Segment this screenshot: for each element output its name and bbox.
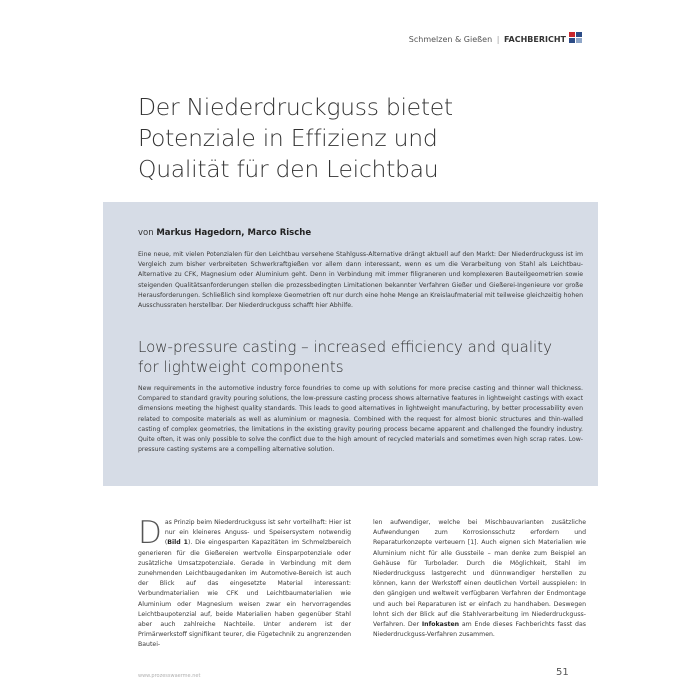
english-title [138, 337, 578, 377]
body-text: as Prinzip beim Niederdruckguss ist sehr vorteilhaft: Hier ist nur ein kleineres Anguss- und Speisersystem notwendig ( [164, 519, 351, 547]
footer-url: www.prozesswaerme.net [138, 673, 201, 679]
header-separator: | [496, 35, 500, 44]
infobox-reference: Infokasten [421, 621, 460, 629]
body-text: am Ende dieses Fachberichts fasst das Niederdruckguss-Verfahren zusammen. [373, 621, 586, 639]
body-column-1 [138, 515, 351, 651]
english-title-line: for lightweight components [138, 358, 344, 376]
running-header [0, 35, 566, 44]
body-text: len aufwendiger, welche bei Mischbauvarianten zusätzliche Aufwendungen zum Korrosionsschutz erfordern und Reparaturkonzepte verteuern [1]. Auch eignen sich Materialien wie Aluminium nicht für alle Gussteile – man denke zum Beispiel an Gehäuse für Turbolader. Durch die Möglichkeit, Stahl im Niederdruckguss lastgerecht und dünnwandiger herstellen zu können, kann der Werkstoff einen deutlichen Vorteil ausspielen: In den gängigen und weltweit verfügbaren Verfahren der Endmontage und auch bei Reparaturen ist er einfach zu handhaben. Deswegen lohnt sich der Blick auf die Stahlverarbeitung im Niederdruckguss-Verfahren. Der [373, 519, 586, 629]
drop-cap: D [138, 515, 162, 551]
page-number: 51 [556, 667, 569, 678]
author-names: Markus Hagedorn, Marco Rische [156, 228, 312, 238]
header-category: FACHBERICHT [503, 35, 566, 44]
body-text: ). Die eingesparten Kapazitäten im Schmelzbereich generieren für die Gießereien wertvolle Einsparpotenziale oder zusätzliche Umsatzpotenziale. Gerade in Verbindung mit dem zunehmenden Leichtbaugedanken im Automotive-Bereich ist auch der Blick auf das eingesetzte Material interessant: Verbundmaterialien wie CFK und Leichtbaumaterialien wie Aluminium oder Magnesium weisen zwar ein hervorragendes Leichtbaupotenzial auf, beide Materialien haben gegenüber Stahl aber auch zahlreiche Nachteile. Unter anderem ist der Primärwerkstoff signifikant teurer, die Fügetechnik zu angrenzenden Bautei- [138, 539, 351, 649]
header-section: Schmelzen & Gießen [408, 35, 493, 44]
logo-squares-icon [569, 32, 583, 44]
title-line: Qualität für den Leichtbau [138, 155, 439, 183]
article-title [138, 92, 578, 185]
title-line: Potenziale in Effizienz und [138, 124, 438, 152]
author-line [138, 228, 311, 238]
lead-english: New requirements in the automotive industry force foundries to come up with solutions for more precise casting and thinner wall thickness. Compared to standard gravity pouring solutions, the low-pressure casting process shows alternative features in lightweight castings with exact dimensions meeting the highest quality standards. This leads to good alternatives in lightweight manufacturing, by better processability even related to composite materials as well as aluminium or magnesia. Combined with the request for almost bionic structures and thin-walled casting of complex geometries, the limitations in the existing gravity pouring process became apparent and challenged the foundry industry. Quite often, it was only possible to solve the conflict due to the high amount of recycled materials and sometimes even high scrap rates. Low-pressure casting systems are a compelling alternative solution. [138, 385, 583, 454]
author-prefix: von [138, 228, 154, 238]
figure-reference: Bild 1 [167, 539, 188, 547]
lead-german: Eine neue, mit vielen Potenzialen für den Leichtbau versehene Stahlguss-Alternative drängt aktuell auf den Markt: Der Niederdruckguss ist im Vergleich zum bisher verbreiteten Schwerkraftgießen vor allem dann interessant, wenn es um die Verarbeitung von Stahl als Leichtbau-Alternative zu CFK, Magnesium oder Aluminium geht. Denn in Verbindung mit immer filigraneren und komplexeren Bauteilgeometrien sowie steigenden Qualitätsanforderungen stellen die prozessbedingten Limitationen bekannter Verfahren Gießer und Gießerei-Ingenieure vor große Herausforderungen. Schließlich sind komplexe Geometrien oft nur durch eine hohe Menge an Kreislaufmaterial mit teilweise gleichzeitig hohen Ausschussraten herstellbar. Der Niederdruckguss schafft hier Abhilfe. [138, 251, 583, 310]
title-line: Der Niederdruckguss bietet [138, 93, 453, 121]
body-column-2 [373, 518, 586, 640]
english-title-line: Low-pressure casting – increased efficiency and quality [138, 338, 552, 356]
